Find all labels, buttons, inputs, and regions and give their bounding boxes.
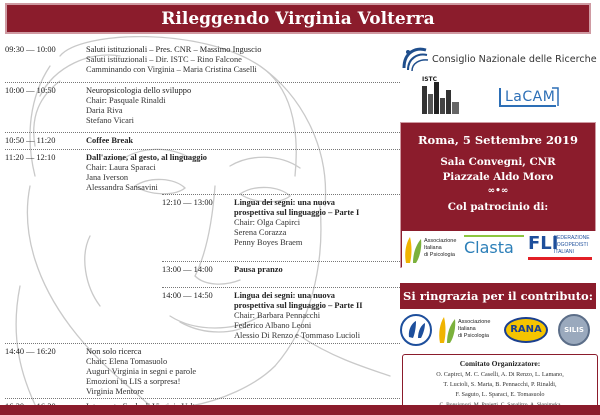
title-banner bbox=[5, 3, 591, 34]
program-panel bbox=[0, 36, 400, 415]
slot-speaker: Saluti istituzionali – Dir. ISTC – Rino Falcone bbox=[86, 55, 242, 64]
dotted-separator bbox=[162, 261, 400, 262]
fli-logo-line-3: ITALIANI bbox=[554, 249, 574, 255]
fli-logo-line-1: FEDERAZIONE bbox=[554, 235, 590, 241]
aip-logo-2 bbox=[436, 313, 496, 349]
slot-body bbox=[234, 291, 363, 341]
slot-speaker: Stefano Vicari bbox=[86, 116, 134, 125]
slot-time: 14:00 — 14:50 bbox=[162, 291, 213, 300]
cnr-emblem-icon bbox=[400, 44, 432, 74]
slot-speaker: Camminando con Virginia – Maria Cristina Caselli bbox=[86, 65, 257, 74]
committee-line-2: T. Lucioli, S. Marta, B. Pennacchi, P. Rinaldi, bbox=[443, 381, 557, 388]
slot-title-continued: prospettiva sul linguaggio – Parte I bbox=[234, 208, 360, 217]
slot-title: Pausa pranzo bbox=[234, 265, 283, 274]
slot-speaker: Emozioni in LIS a sorpresa! bbox=[86, 377, 181, 386]
slot-speaker: Penny Boyes Braem bbox=[234, 238, 303, 247]
slot-speaker: Serena Corazza bbox=[234, 228, 287, 237]
patronage-logos bbox=[402, 231, 596, 281]
event-date: Roma, 5 Settembre 2019 bbox=[417, 133, 579, 147]
slot-body bbox=[86, 45, 261, 75]
istc-logo bbox=[420, 76, 462, 116]
slot-time: 10:50 — 11:20 bbox=[5, 136, 56, 145]
istc-logo-text: ISTC bbox=[422, 76, 438, 83]
slot-speaker: Federico Albano Leoni bbox=[234, 321, 312, 330]
aip-logo bbox=[402, 233, 460, 269]
lacam-logo-text: LaCAM bbox=[505, 89, 556, 105]
slot-time: 09:30 — 10:00 bbox=[5, 45, 56, 54]
slot-speaker: Alessio Di Renzo e Tommaso Lucioli bbox=[234, 331, 361, 340]
event-venue-line-1: Sala Convegni, CNR bbox=[440, 156, 556, 168]
slot-speaker: Chair: Olga Capirci bbox=[234, 218, 301, 227]
thanks-banner bbox=[400, 283, 596, 309]
aip-logo-2-line-2: Italiana bbox=[458, 326, 476, 332]
lacam-logo bbox=[496, 82, 566, 112]
slot-title: Coffee Break bbox=[86, 136, 134, 145]
slot-speaker: Daria Riva bbox=[86, 106, 123, 115]
committee-line-3: F. Saguto, L. Sparaci, E. Tomasuolo bbox=[455, 391, 545, 398]
slot-title-continued: prospettiva sul linguaggio – Parte II bbox=[234, 301, 363, 310]
rana-logo bbox=[504, 317, 548, 343]
deaf-hands-logo-icon bbox=[400, 313, 432, 347]
slot-title: Dall'azione, al gesto, al linguaggio bbox=[86, 153, 207, 162]
slot-time: 10:00 — 10:50 bbox=[5, 86, 56, 95]
event-venue-line-2: Piazzale Aldo Moro bbox=[442, 171, 554, 183]
slot-body bbox=[86, 86, 191, 126]
slot-speaker: Jana Iverson bbox=[86, 173, 129, 182]
slot-body bbox=[86, 347, 196, 397]
slot-body bbox=[86, 136, 133, 146]
fli-logo-line-2: LOGOPEDISTI bbox=[554, 242, 588, 248]
aip-logo-line-2: Italiana bbox=[424, 245, 442, 251]
slot-title: Lingua dei segni: una nuova bbox=[234, 291, 335, 300]
dotted-separator bbox=[162, 287, 400, 288]
sponsor-logos bbox=[400, 311, 600, 351]
slot-time: 12:10 — 13:00 bbox=[162, 198, 213, 207]
poster-title: Rileggendo Virginia Volterra bbox=[161, 9, 435, 29]
clasta-logo: Clasta bbox=[464, 235, 524, 259]
info-sidebar bbox=[400, 36, 600, 415]
slot-speaker: Chair: Laura Sparaci bbox=[86, 163, 156, 172]
slot-title: Saluti istituzionali – Pres. CNR – Massimo Inguscio bbox=[86, 45, 262, 54]
slot-title: Non solo ricerca bbox=[86, 347, 142, 356]
dotted-separator bbox=[5, 132, 400, 133]
committee-heading: Comitato Organizzatore: bbox=[459, 359, 541, 368]
aip-logo-2-line-3: di Psicologia bbox=[458, 333, 489, 339]
slot-time: 11:20 — 12:10 bbox=[5, 153, 56, 162]
slot-speaker: Chair: Elena Tomasuolo bbox=[86, 357, 168, 366]
slot-speaker: Chair: Pasquale Rinaldi bbox=[86, 96, 166, 105]
slot-speaker: Alessandra Sansavini bbox=[86, 183, 158, 192]
slot-speaker: Virginia Mentore bbox=[86, 387, 144, 396]
slot-body bbox=[234, 198, 359, 248]
aip-logo-line-3: di Psicologia bbox=[424, 252, 455, 258]
dotted-separator bbox=[5, 149, 400, 150]
slot-speaker: Chair: Barbara Pennacchi bbox=[234, 311, 321, 320]
silis-logo bbox=[558, 314, 590, 346]
aip-hands-icon-2 bbox=[436, 313, 458, 347]
slot-title: Neuropsicologia dello sviluppo bbox=[86, 86, 192, 95]
dotted-separator bbox=[162, 194, 400, 195]
cnr-logo bbox=[400, 42, 600, 76]
dotted-separator bbox=[5, 398, 400, 399]
aip-hands-icon bbox=[402, 233, 424, 267]
slot-time: 14:40 — 16:20 bbox=[5, 347, 56, 356]
dotted-separator bbox=[5, 343, 400, 344]
slot-time: 13:00 — 14:00 bbox=[162, 265, 213, 274]
cnr-logo-text: Consiglio Nazionale delle Ricerche bbox=[432, 54, 597, 65]
slot-speaker: Auguri Virginia in segni e parole bbox=[86, 367, 197, 376]
dotted-separator bbox=[5, 82, 400, 83]
ornament: ∞•∞ bbox=[487, 186, 509, 196]
silis-logo-text: SILIS bbox=[564, 326, 584, 334]
slot-body bbox=[234, 265, 283, 275]
fli-underline bbox=[528, 257, 592, 260]
aip-logo-line-1: Associazione bbox=[424, 238, 457, 244]
aip-logo-2-line-1: Associazione bbox=[458, 319, 491, 325]
bottom-bar bbox=[0, 405, 600, 415]
fli-logo bbox=[528, 233, 598, 267]
slot-body bbox=[86, 153, 207, 193]
slot-title: Lingua dei segni: una nuova bbox=[234, 198, 335, 207]
thanks-heading: Si ringrazia per il contributo: bbox=[403, 289, 593, 303]
rana-logo-text: RANA bbox=[510, 324, 542, 335]
patronage-heading: Col patrocinio di: bbox=[447, 201, 549, 213]
committee-line-1: O. Capirci, M. C. Caselli, A. Di Renzo, L. Lamano, bbox=[436, 371, 564, 378]
fli-logo-mark: FLI bbox=[528, 233, 559, 254]
